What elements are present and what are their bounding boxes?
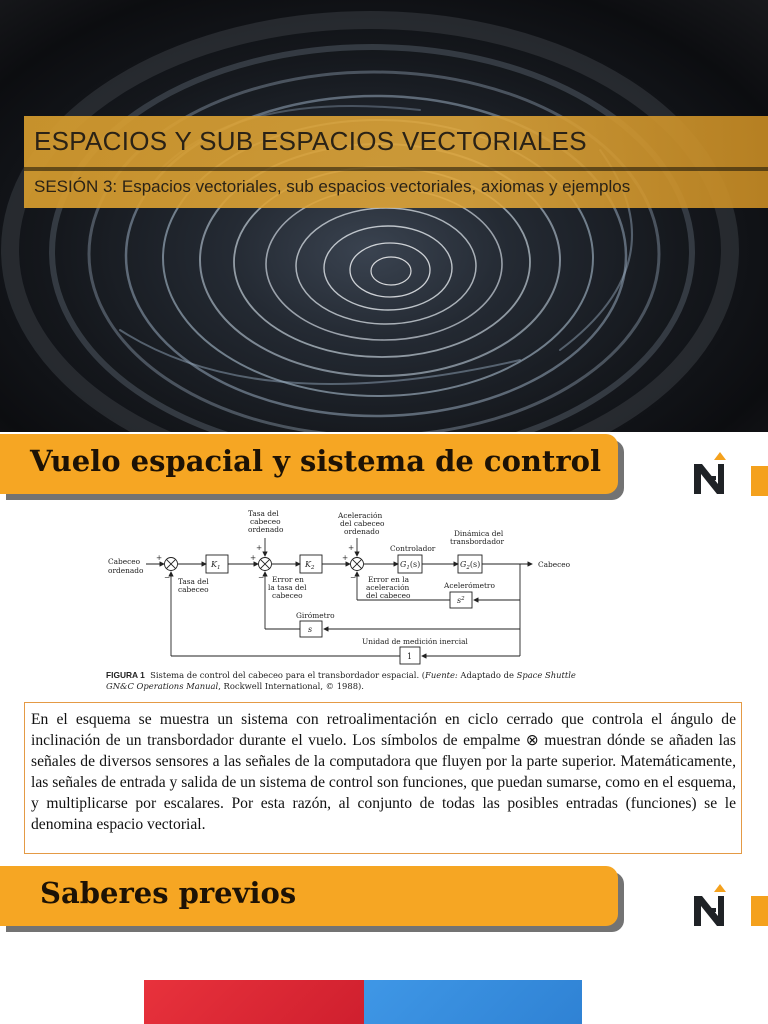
label-input: Cabeceo <box>108 557 141 566</box>
label-rate-fb-2: cabeceo <box>178 585 209 594</box>
section-heading-bar-2 <box>0 866 618 926</box>
hero-banner <box>0 0 768 432</box>
sign-plus-2: + <box>256 543 263 552</box>
svg-text:1: 1 <box>407 652 413 661</box>
figure-caption: FIGURA 1 Sistema de control del cabeceo para el transbordador espacial. (Fuente: Adaptado de Space Shuttle GN&C Operations Manual, Rockwell International, © 1988). <box>106 670 576 691</box>
sign-minus-3: − <box>350 573 357 582</box>
label-rate-err: Error en <box>272 575 304 584</box>
side-tab <box>751 896 768 926</box>
bottom-blue-panel <box>364 980 582 1024</box>
label-rate-cmd-2: cabeceo <box>250 517 281 526</box>
label-rate-cmd: Tasa del <box>248 509 279 518</box>
label-accel-cmd-3: ordenado <box>344 527 380 536</box>
section-heading-bar <box>0 434 618 494</box>
side-tab <box>751 466 768 496</box>
section-heading: Vuelo espacial y sistema de control <box>30 444 602 478</box>
sign-minus-1: − <box>164 573 171 582</box>
bottom-red-panel <box>144 980 366 1024</box>
label-gyro: Girómetro <box>296 611 335 620</box>
svg-text:s2: $s^2$ <box>457 596 465 605</box>
swirl-background <box>0 0 768 432</box>
sign-plus-4: + <box>348 543 355 552</box>
svg-text:K2: $K_2$ <box>305 560 315 571</box>
label-output: Cabeceo <box>538 560 571 569</box>
label-rate-fb: Tasa del <box>178 577 209 586</box>
sign-minus-2: − <box>258 573 265 582</box>
presentation-title: ESPACIOS Y SUB ESPACIOS VECTORIALES <box>34 126 587 156</box>
label-accel-cmd: Aceleración <box>338 511 383 520</box>
svg-text:G1(s): $G_1(s)$ <box>400 560 421 571</box>
label-input-2: ordenado <box>108 566 144 575</box>
label-imu: Unidad de medición inercial <box>362 637 468 646</box>
title-divider <box>24 167 768 171</box>
label-accel-cmd-2: del cabeceo <box>340 519 385 528</box>
n-logo-icon <box>690 882 734 930</box>
label-accel-err-3: del cabeceo <box>366 591 411 600</box>
sign-plus-5: + <box>342 553 349 562</box>
sign-plus-3: + <box>250 553 257 562</box>
svg-text:s: s <box>308 625 313 634</box>
label-controller: Controlador <box>390 544 436 553</box>
label-dynamics: Dinámica del <box>454 529 504 538</box>
section-heading-2: Saberes previos <box>40 876 297 910</box>
label-rate-err-3: cabeceo <box>272 591 303 600</box>
svg-text:G2(s): $G_2(s)$ <box>460 560 481 571</box>
svg-text:K1: $K_1$ <box>211 560 221 571</box>
label-rate-cmd-3: ordenado <box>248 525 284 534</box>
label-accel-err: Error en la <box>368 575 410 584</box>
label-accel-err-2: aceleración <box>366 583 410 592</box>
sign-plus-1: + <box>156 553 163 562</box>
control-system-diagram <box>100 508 580 696</box>
label-accelerometer: Acelerómetro <box>444 581 495 590</box>
title-band <box>24 116 768 208</box>
label-rate-err-2: la tasa del <box>268 583 307 592</box>
label-dynamics-2: transbordador <box>450 537 505 546</box>
description-paragraph: En el esquema se muestra un sistema con retroalimentación en ciclo cerrado que controla el ángulo de inclinación de un transbordador durante el vuelo. Los símbolos de empalme ⊗ muestran dónde se añaden las señales de diversos sensores a las señales de la computadora que fluyen por la parte superior. Matemáticamente, las señales de entrada y salida de un sistema de control son funciones, que puedan sumarse, como en el esquema, y multiplicarse por escalares. Por esta razón, al conjunto de todas las posibles entradas (funciones) se le denomina espacio vectorial. <box>24 702 742 854</box>
caption-label: FIGURA 1 <box>106 670 145 680</box>
n-logo-icon <box>690 450 734 498</box>
session-subtitle: SESIÓN 3: Espacios vectoriales, sub espacios vectoriales, axiomas y ejemplos <box>34 177 631 196</box>
